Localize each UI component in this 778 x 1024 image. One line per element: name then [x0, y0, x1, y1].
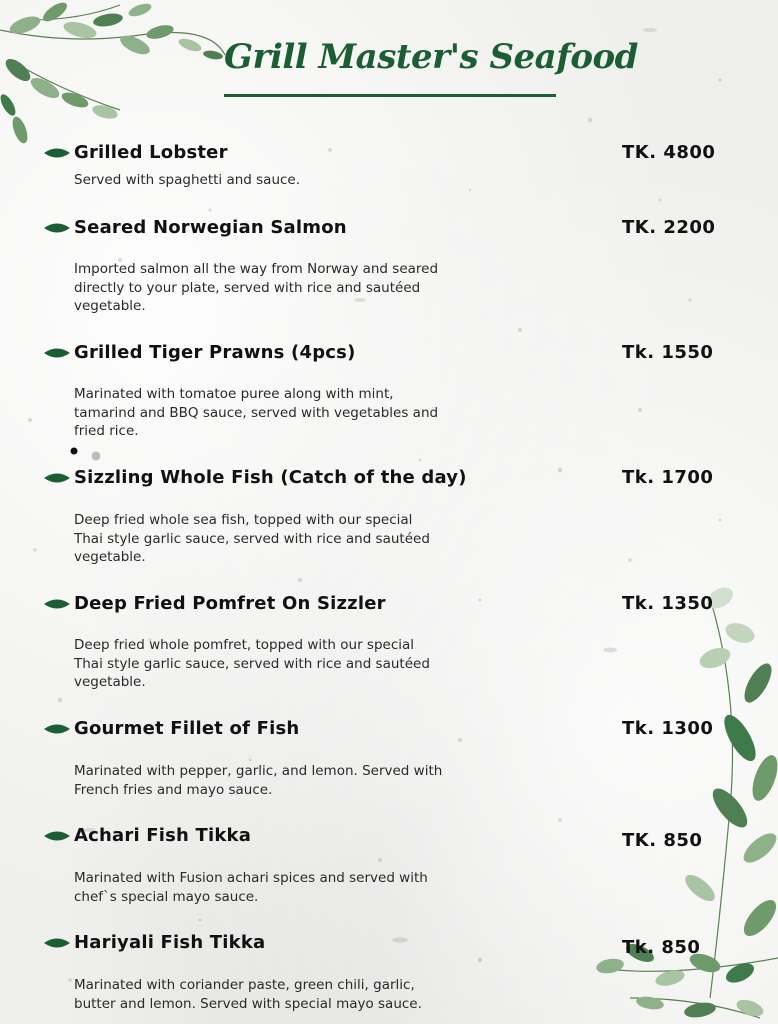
menu-item-description: Served with spaghetti and sauce. — [74, 172, 301, 188]
menu-item-name: Gourmet Fillet of Fish — [74, 718, 300, 739]
menu-item-price: Tk. 1550 — [622, 342, 714, 363]
menu-item-description: Marinated with Fusion achari spices and served with chef`s special mayo sauce. — [74, 870, 428, 905]
menu-item-name: Grilled Tiger Prawns (4pcs) — [74, 342, 356, 363]
menu-item-name: Seared Norwegian Salmon — [74, 217, 347, 238]
menu-item-name: Sizzling Whole Fish (Catch of the day) — [74, 467, 467, 488]
leaf-bullet-icon — [44, 723, 70, 735]
menu-item-name: Grilled Lobster — [74, 142, 228, 163]
title-underline — [224, 94, 556, 97]
menu-item-description: Imported salmon all the way from Norway and seared directly to your plate, served with rice and sautéed vegetable. — [74, 261, 439, 314]
menu-header — [224, 28, 638, 100]
menu-item-price: Tk. 1350 — [622, 593, 714, 614]
menu-item-price: Tk. 850 — [622, 937, 701, 958]
menu-item-description: Marinated with coriander paste, green chili, garlic, butter and lemon. Served with special mayo sauce. — [74, 977, 422, 1012]
ink-dot — [71, 448, 78, 455]
menu-item-name: Achari Fish Tikka — [74, 825, 252, 846]
leaf-bullet-icon — [44, 472, 70, 484]
leaf-bullet-icon — [44, 937, 70, 949]
leaf-bullet-icon — [44, 347, 70, 359]
menu-item-name: Deep Fried Pomfret On Sizzler — [74, 593, 386, 614]
leaf-bullet-icon — [44, 147, 70, 159]
menu-item-name: Hariyali Fish Tikka — [74, 932, 266, 953]
menu-item-description: Deep fried whole pomfret, topped with our special Thai style garlic sauce, served with rice and sautéed vegetable. — [74, 637, 430, 690]
eucalyptus-leaves-icon — [0, 0, 230, 160]
menu-item-price: TK. 850 — [622, 830, 703, 851]
menu-item-price: TK. 2200 — [622, 217, 716, 238]
menu-title: Grill Master's Seafood — [224, 37, 638, 77]
leaf-bullet-icon — [44, 830, 70, 842]
menu-item-description: Marinated with pepper, garlic, and lemon. Served with French fries and mayo sauce. — [74, 763, 443, 798]
leaf-bullet-icon — [44, 598, 70, 610]
leaf-bullet-icon — [44, 222, 70, 234]
menu-item-description: Marinated with tomatoe puree along with mint, tamarind and BBQ sauce, served with vegetables and fried rice. — [74, 386, 439, 439]
menu-item-description: Deep fried whole sea fish, topped with our special Thai style garlic sauce, served with rice and sautéed vegetable. — [74, 512, 430, 565]
menu-item-price: TK. 4800 — [622, 142, 716, 163]
menu-item-price: Tk. 1300 — [622, 718, 714, 739]
menu-item-price: Tk. 1700 — [622, 467, 714, 488]
